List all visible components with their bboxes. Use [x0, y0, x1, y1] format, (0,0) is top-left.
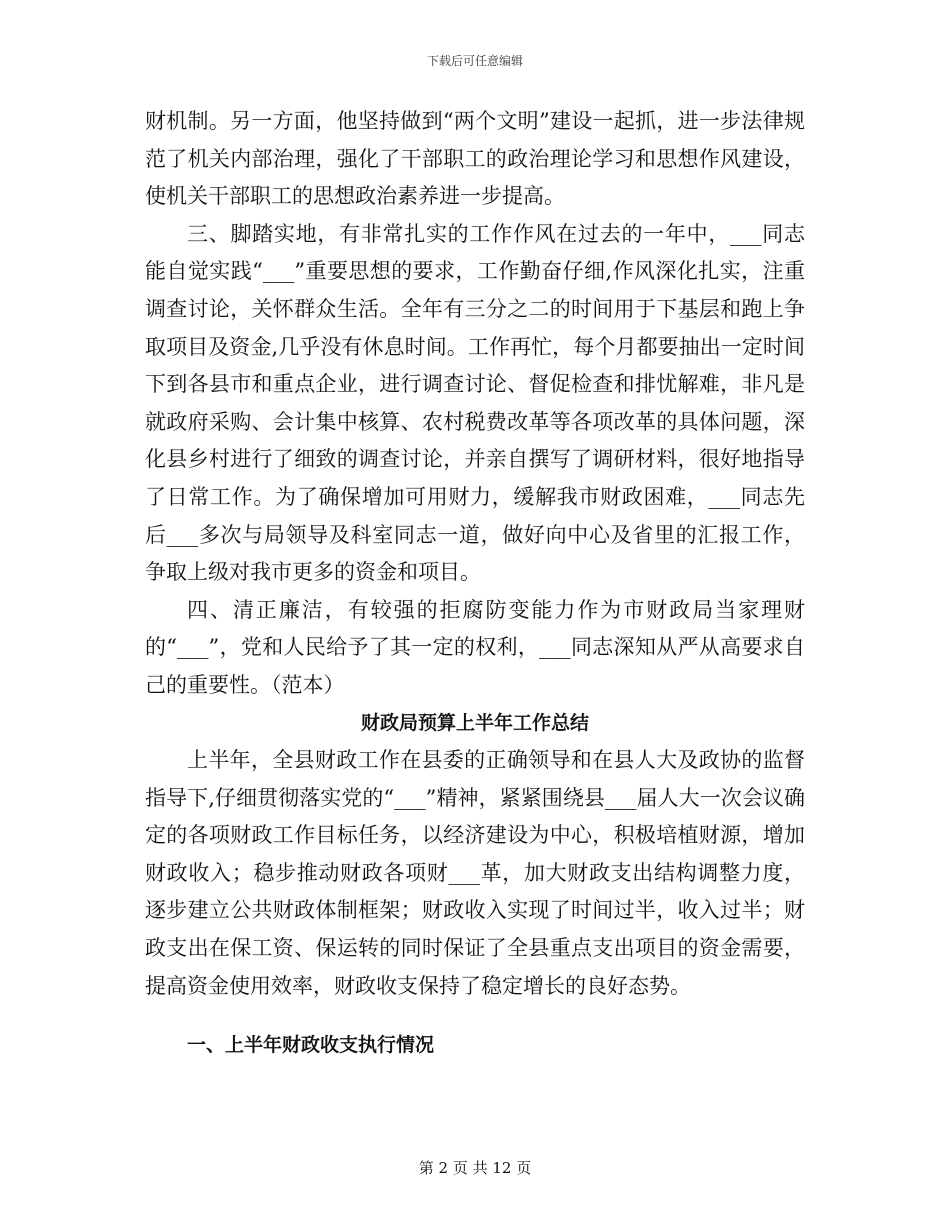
document-title: 财政局预算上半年工作总结 — [360, 711, 589, 734]
page-header: 下载后可任意编辑 — [426, 54, 523, 68]
paragraph-section-four: 四、清正廉洁，有较强的拒腐防变能力作为市财政局当家理财的“___”，党和人民给予了其一定的权利，___同志深知从严从高要求自己的重要性。（范本） — [145, 597, 805, 697]
section-heading: 一、上半年财政收支执行情况 — [187, 1034, 435, 1057]
summary-paragraph: 上半年，全县财政工作在县委的正确领导和在县人大及政协的监督指导下,仔细贯彻落实党的“___”精神，紧紧围绕县___届人大一次会议确定的各项财政工作目标任务，以经济建设为中心，积极培植财源，增加财政收入；稳步推动财政各项财___革，加大财政支出结构调整力度，逐步建立公共财政体制框架；财政收入实现了时间过半，收入过半；财政支出在保工资、保运转的同时保证了全县重点支出项目的资金需要，提高资金使用效率，财政收支保持了稳定增长的良好态势。 — [145, 748, 805, 998]
paragraph-continuation: 财机制。另一方面，他坚持做到“两个文明”建设一起抓，进一步法律规范了机关内部治理，强化了干部职工的政治理论学习和思想作风建设，使机关干部职工的思想政治素养进一步提高。 — [145, 109, 805, 209]
paragraph-section-three: 三、脚踏实地，有非常扎实的工作作风在过去的一年中，___同志能自觉实践“___”重要思想的要求，工作勤奋仔细,作风深化扎实，注重调查讨论，关怀群众生活。全年有三分之二的时间用于下基层和跑上争取项目及资金,几乎没有休息时间。工作再忙，每个月都要抽出一定时间下到各县市和重点企业，进行调查讨论、督促检查和排忧解难，非凡是就政府采购、会计集中核算、农村税费改革等各项改革的具体问题，深化县乡村进行了细致的调查讨论，并亲自撰写了调研材料，很好地指导了日常工作。为了确保增加可用财力，缓解我市财政困难，___同志先后___多次与局领导及科室同志一道，做好向中心及省里的汇报工作，争取上级对我市更多的资金和项目。 — [145, 221, 805, 585]
page-footer: 第 2 页 共 12 页 — [418, 1159, 532, 1177]
document-body — [145, 103, 805, 1065]
